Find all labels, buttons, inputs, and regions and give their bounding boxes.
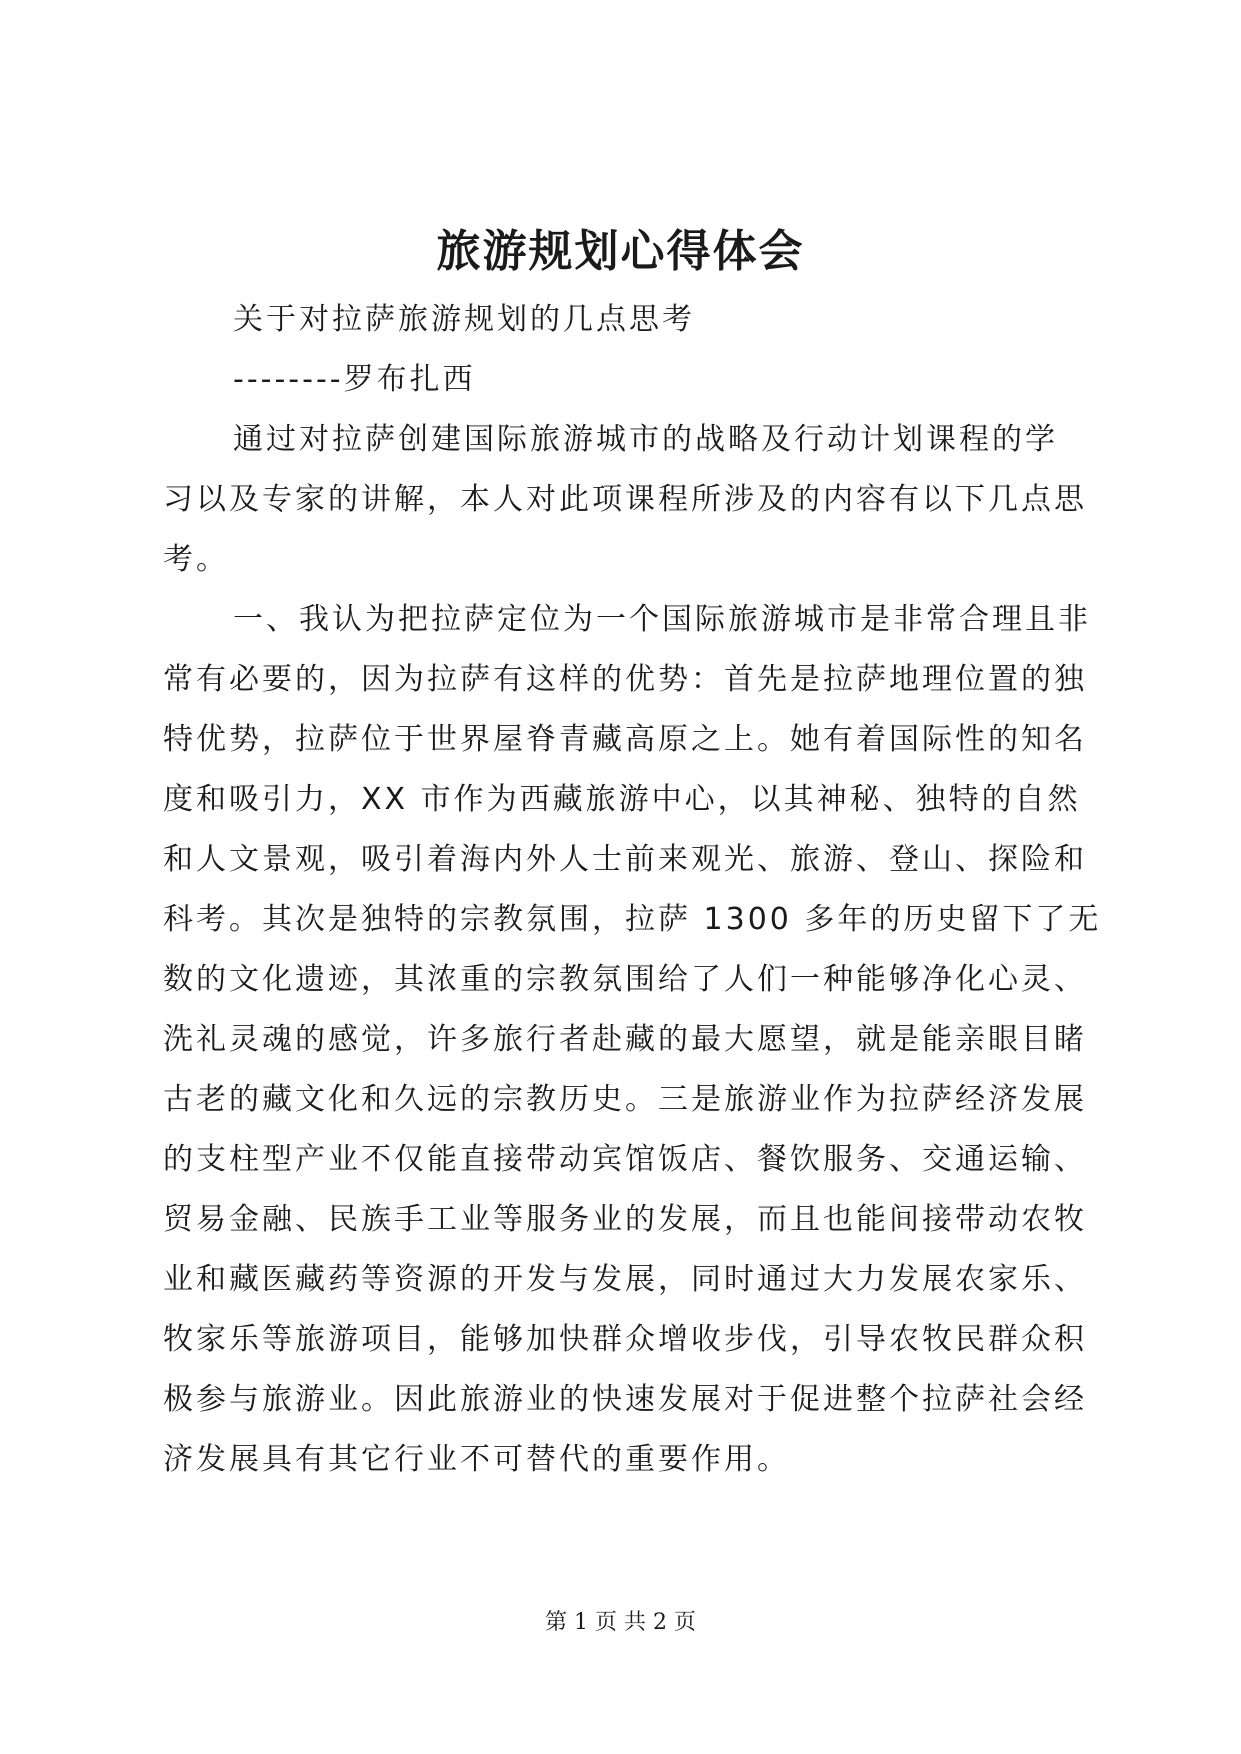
paragraph-line: 考。 <box>163 542 229 577</box>
paragraph-line: 通过对拉萨创建国际旅游城市的战略及行动计划课程的学 <box>233 422 1058 457</box>
paragraph-line: 古老的藏文化和久远的宗教历史。三是旅游业作为拉萨经济发展 <box>163 1082 1087 1117</box>
paragraph-line: 科考。其次是独特的宗教氛围，拉萨 1300 多年的历史留下了无 <box>163 902 1102 937</box>
paragraph-line: 度和吸引力，XX 市作为西藏旅游中心，以其神秘、独特的自然 <box>163 782 1081 817</box>
paragraph-line: 特优势，拉萨位于世界屋脊青藏高原之上。她有着国际性的知名 <box>163 722 1087 757</box>
paragraph-line: 洗礼灵魂的感觉，许多旅行者赴藏的最大愿望，就是能亲眼目睹 <box>163 1022 1087 1057</box>
paragraph-line: 牧家乐等旅游项目，能够加快群众增收步伐，引导农牧民群众积 <box>163 1322 1087 1357</box>
paragraph-line: 一、我认为把拉萨定位为一个国际旅游城市是非常合理且非 <box>233 602 1091 637</box>
document-title: 旅游规划心得体会 <box>436 226 805 277</box>
paragraph-line: 济发展具有其它行业不可替代的重要作用。 <box>163 1442 790 1477</box>
subtitle-line: 关于对拉萨旅游规划的几点思考 <box>233 302 695 337</box>
paragraph-line: 的支柱型产业不仅能直接带动宾馆饭店、餐饮服务、交通运输、 <box>163 1142 1087 1177</box>
document-body <box>163 290 1102 1490</box>
paragraph-line: 和人文景观，吸引着海内外人士前来观光、旅游、登山、探险和 <box>163 842 1087 877</box>
paragraph-line: 习以及专家的讲解，本人对此项课程所涉及的内容有以下几点思 <box>163 482 1087 517</box>
author-line: --------罗布扎西 <box>233 362 476 397</box>
paragraph-line: 常有必要的，因为拉萨有这样的优势：首先是拉萨地理位置的独 <box>163 662 1087 697</box>
paragraph-line: 极参与旅游业。因此旅游业的快速发展对于促进整个拉萨社会经 <box>163 1382 1087 1417</box>
paragraph-line: 贸易金融、民族手工业等服务业的发展，而且也能间接带动农牧 <box>163 1202 1087 1237</box>
paragraph-line: 数的文化遗迹，其浓重的宗教氛围给了人们一种能够净化心灵、 <box>163 962 1087 997</box>
paragraph-line: 业和藏医藏药等资源的开发与发展，同时通过大力发展农家乐、 <box>163 1262 1087 1297</box>
page-number-footer: 第 1 页 共 2 页 <box>545 1610 696 1635</box>
